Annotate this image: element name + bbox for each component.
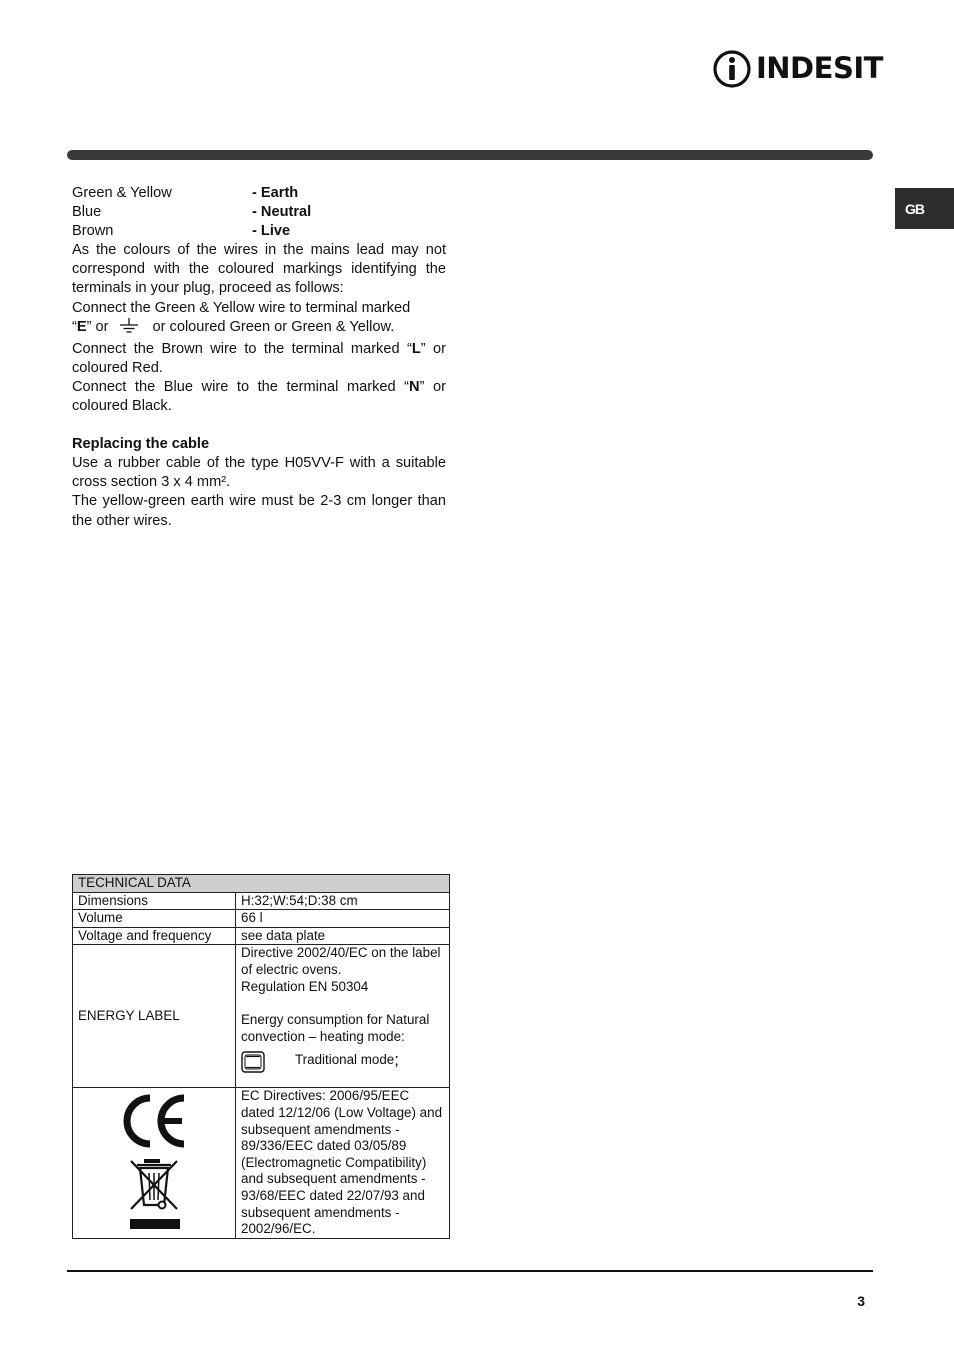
heating-mode-label: Traditional mode [295, 1052, 395, 1068]
compliance-marks [73, 1088, 236, 1238]
earth-symbol-icon [119, 318, 139, 340]
brand-logo [712, 48, 883, 90]
header-rule [67, 150, 873, 160]
wire-role: - Earth [252, 185, 299, 201]
technical-data-table [72, 874, 450, 1239]
wire-color: Brown [72, 223, 114, 240]
green-yellow-text-a: Connect the Green & Yellow wire to terminal marked [72, 299, 411, 316]
table-cell-label: Dimensions [73, 892, 236, 910]
spacer [241, 995, 445, 1012]
table-row [73, 910, 450, 928]
wire-row [72, 222, 446, 241]
brown-text-a: Connect the Brown wire to the terminal marked “ [72, 340, 412, 357]
intro-paragraph: As the colours of the wires in the mains lead may not correspond with the coloured markings identifying the terminals in your plug, proceed as follows: [72, 242, 446, 297]
ec-directives-text: EC Directives: 2006/95/EEC dated 12/12/06 (Low Voltage) and subsequent amendments - 89/336/EEC dated 03/05/89 (Electromagnetic Compatibility) and subsequent amendments - 93/68/EEC dated 22/07/93 and subsequent amendments - 2002/96/EC. [236, 1088, 450, 1238]
spacer [72, 416, 446, 435]
blue-instruction [72, 378, 446, 416]
heating-mode-suffix: ; [394, 1050, 399, 1070]
language-tab-label: GB [905, 200, 924, 217]
weee-bin-icon [125, 1157, 185, 1235]
brand-name: INDESIT [756, 51, 883, 85]
replacing-cable-heading: Replacing the cable [72, 436, 210, 453]
table-cell-value: 66 l [236, 910, 450, 928]
quote-open: “ [72, 318, 77, 335]
heating-mode-line [241, 1047, 445, 1087]
wire-row [72, 203, 446, 222]
wire-color: Green & Yellow [72, 185, 172, 201]
table-title: TECHNICAL DATA [73, 875, 450, 893]
blue-text-a: Connect the Blue wire to the terminal marked “ [72, 378, 410, 395]
table-row [73, 892, 450, 910]
wiring-instructions [72, 184, 446, 531]
table-cell-value: see data plate [236, 927, 450, 945]
blue-text-b: ” or coloured Black. [72, 378, 446, 415]
table-cell-label: Voltage and frequency [73, 927, 236, 945]
table-row [73, 927, 450, 945]
oven-mode-icon [241, 1051, 265, 1073]
table-header-row [73, 875, 450, 893]
replacing-cable-paragraph-1: Use a rubber cable of the type H05VV-F with a suitable cross section 3 x 4 mm². [72, 455, 446, 491]
green-yellow-text-b: or coloured Green or Green & Yellow. [152, 318, 395, 335]
wire-color: Blue [72, 204, 102, 221]
replacing-cable-paragraph-2: The yellow-green earth wire must be 2-3 cm longer than the other wires. [72, 493, 446, 529]
brown-text-b: ” or coloured Red. [72, 340, 446, 376]
energy-label: ENERGY LABEL [73, 945, 236, 1088]
ec-directives-row [73, 1088, 450, 1238]
terminal-e: E [76, 318, 87, 335]
wire-role: - Live [252, 223, 291, 240]
table-cell-value: H:32;W:54;D:38 cm [236, 892, 450, 910]
language-tab [895, 188, 954, 229]
terminal-l: L [411, 340, 421, 357]
energy-regulation: Regulation EN 50304 [241, 978, 369, 994]
footer-rule [67, 1270, 873, 1272]
green-yellow-instruction [72, 299, 446, 340]
indesit-logo-icon [712, 49, 752, 89]
table-cell-label: Volume [73, 910, 236, 928]
ce-mark-icon [120, 1092, 190, 1150]
quote-close-or: ” or [86, 318, 109, 335]
terminal-n: N [409, 378, 420, 395]
wire-role: - Neutral [252, 204, 312, 221]
wire-row [72, 184, 446, 203]
energy-consumption: Energy consumption for Natural convection – heating mode: [241, 1012, 430, 1044]
energy-label-details [236, 945, 450, 1088]
page-number: 3 [857, 1293, 865, 1309]
energy-label-row [73, 945, 450, 1088]
brown-instruction [72, 340, 446, 378]
energy-directive: Directive 2002/40/EC on the label of electric ovens. [241, 945, 441, 977]
